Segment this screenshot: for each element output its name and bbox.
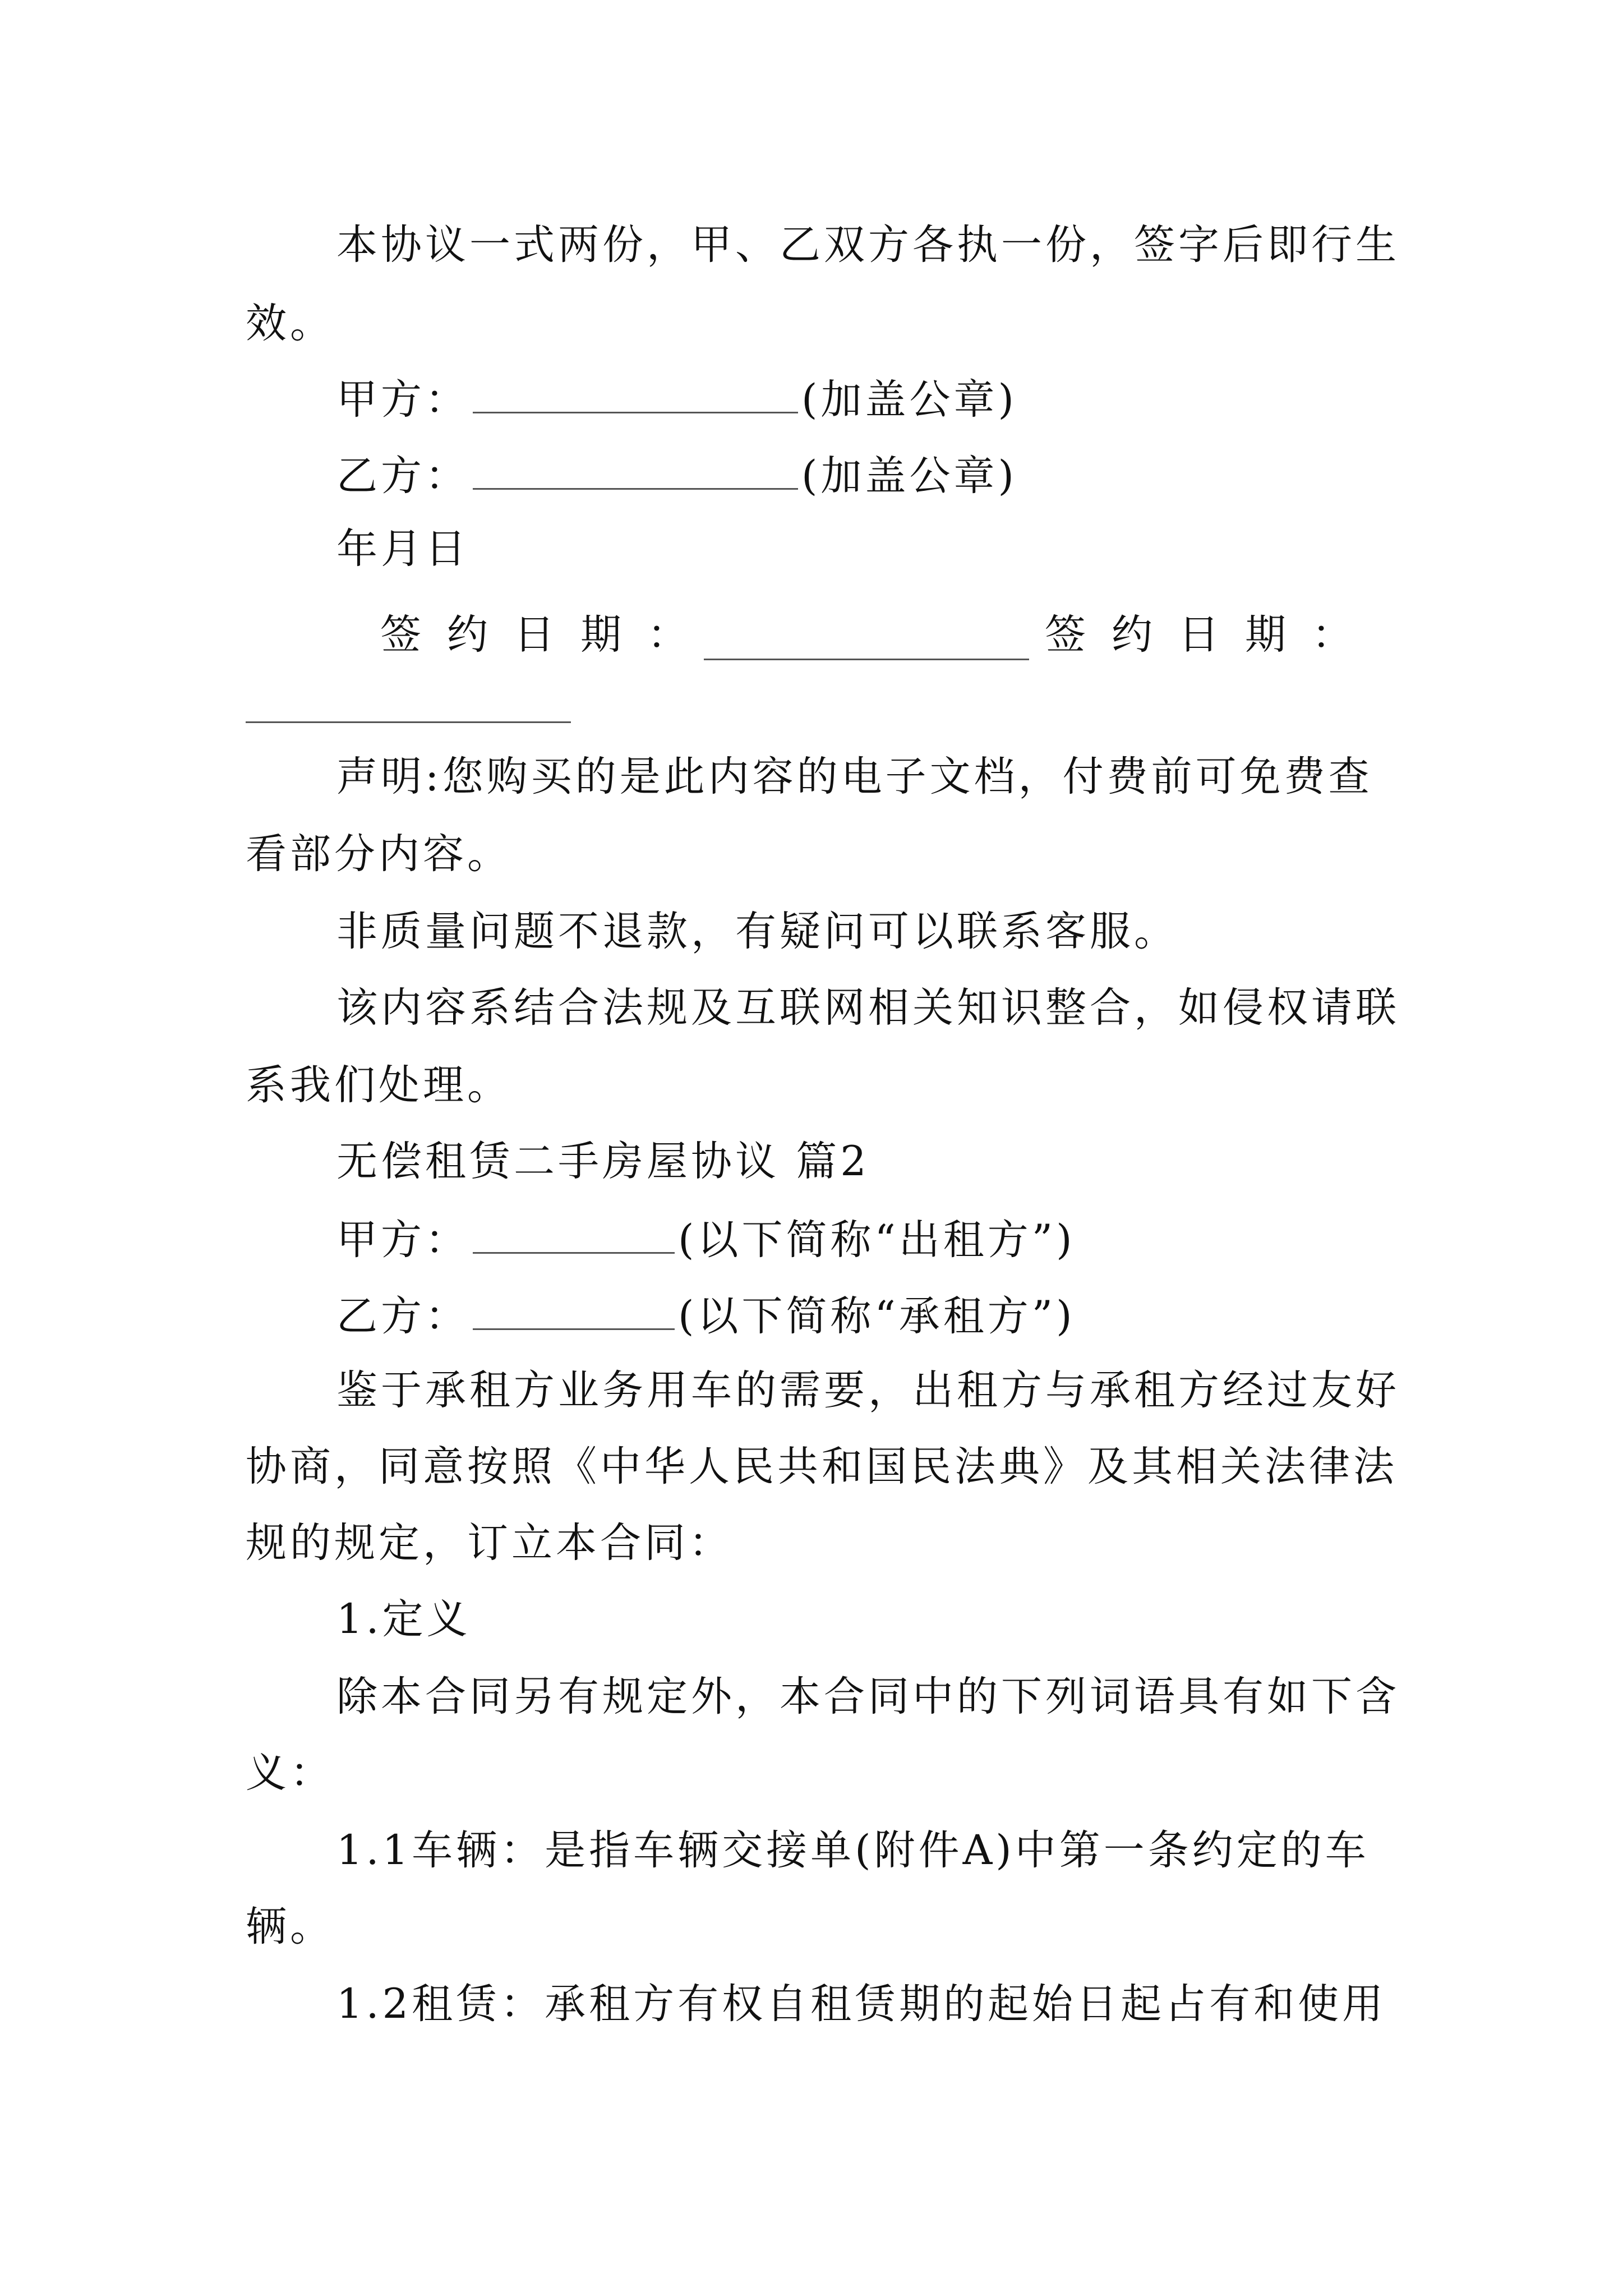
lessor-line: [336, 1216, 1076, 1264]
notice-line1: 声明:您购买的是此内容的电子文档，付费前可免费查: [336, 753, 1373, 800]
signing-date-row: [246, 601, 1378, 660]
definitions-intro-line2: 义：: [246, 1749, 334, 1797]
notice-copyright-line1: 该内容系结合法规及互联网相关知识整合，如侵权请联: [336, 984, 1400, 1032]
intro-line3: 规的规定，订立本合同：: [246, 1519, 733, 1567]
notice-refund: 非质量问题不退款，有疑问可以联系客服。: [336, 908, 1178, 955]
date-line: 年月日: [336, 525, 469, 573]
party-a-seal-line: [336, 376, 1017, 424]
definition-1-1-line1: 1.1车辆：是指车辆交接单(附件A)中第一条约定的车: [336, 1826, 1370, 1874]
sign-date-label-2: 签约日期：: [1045, 611, 1378, 659]
sign-date-blank-1: [704, 624, 1029, 660]
party-b-blank: [473, 453, 798, 490]
definitions-heading: 1.定义: [336, 1595, 471, 1643]
lessee-blank: [473, 1294, 675, 1330]
intro-line2: 协商，同意按照《中华人民共和国民法典》及其相关法律法: [246, 1443, 1398, 1490]
party-a-seal-text: (加盖公章): [801, 376, 1017, 424]
sign-date-label-1: 签约日期：: [380, 611, 714, 659]
definition-1-1-line2: 辆。: [246, 1903, 334, 1950]
lessor-note: (以下简称“出租方”): [678, 1216, 1076, 1264]
notice-line2: 看部分内容。: [246, 830, 511, 878]
party-a-blank: [473, 377, 798, 413]
definitions-intro-line1: 除本合同另有规定外，本合同中的下列词语具有如下含: [336, 1673, 1400, 1720]
lessor-label: 甲方：: [336, 1216, 469, 1264]
definition-1-2-line1: 1.2租赁：承租方有权自租赁期的起始日起占有和使用: [336, 1980, 1387, 2028]
lessee-line: [336, 1292, 1076, 1340]
agreement-title: 无偿租赁二手房屋协议 篇2: [336, 1138, 870, 1185]
party-b-seal-text: (加盖公章): [801, 452, 1017, 500]
paragraph-effect-line1: 本协议一式两份，甲、乙双方各执一份，签字后即行生: [336, 221, 1400, 269]
notice-copyright-line2: 系我们处理。: [246, 1061, 511, 1109]
party-b-label: 乙方：: [336, 452, 469, 500]
intro-line1: 鉴于承租方业务用车的需要，出租方与承租方经过友好: [336, 1366, 1400, 1414]
paragraph-effect-line2: 效。: [246, 300, 334, 347]
party-a-label: 甲方：: [336, 376, 469, 424]
party-b-seal-line: [336, 452, 1017, 500]
sign-date-blank-2: [246, 721, 571, 723]
lessor-blank: [473, 1217, 675, 1254]
lessee-label: 乙方：: [336, 1292, 469, 1340]
lessee-note: (以下简称“承租方”): [678, 1292, 1076, 1340]
